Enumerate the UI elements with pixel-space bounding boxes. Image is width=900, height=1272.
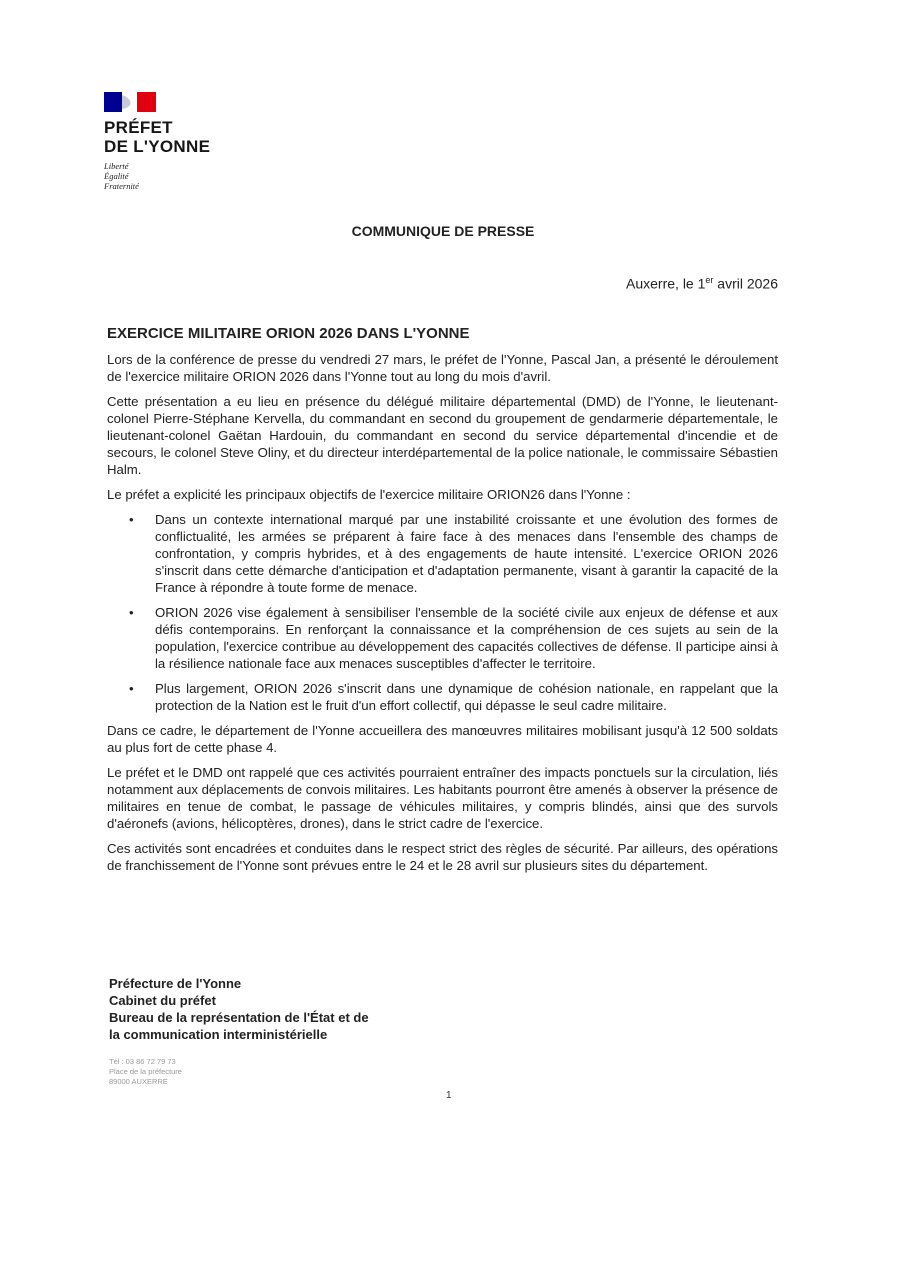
prefet-title bbox=[104, 118, 210, 156]
document-type-title: COMMUNIQUE DE PRESSE bbox=[351, 223, 535, 239]
marianne-flag-icon bbox=[104, 92, 156, 112]
bullet-icon: • bbox=[129, 681, 134, 696]
address-line: 89000 AUXERRE bbox=[109, 1077, 168, 1086]
page-number: 1 bbox=[446, 1090, 452, 1101]
prefet-title-line1: PRÉFET bbox=[104, 118, 173, 137]
phone-number: Tél : 03 86 72 79 73 bbox=[109, 1057, 176, 1066]
list-item bbox=[107, 511, 778, 596]
date-rest: avril 2026 bbox=[713, 275, 778, 292]
bullet-icon: • bbox=[129, 512, 134, 527]
paragraph: Dans ce cadre, le département de l'Yonne accueillera des manœuvres militaires mobilisant jusqu'à 12 500 soldats au plus fort de cette phase 4. bbox=[107, 723, 778, 755]
list-item bbox=[107, 604, 778, 672]
paragraph: Le préfet a explicité les principaux objectifs de l'exercice militaire ORION26 dans l'Yonne : bbox=[107, 487, 631, 502]
list-item bbox=[107, 680, 778, 714]
list-item-text: Dans un contexte international marqué par une instabilité croissante et une évolution des formes de conflictualité, les armées se préparent à faire face à des menaces dans l'ensemble des champs de confrontation, y compris hybrides, et à des engagements de haute intensité. L'exercice ORION 2026 s'inscrit dans cette démarche d'anticipation et d'adaptation permanente, visant à garantir la capacité de la France à répondre à toute forme de menace. bbox=[155, 512, 778, 595]
objectives-list bbox=[107, 511, 778, 714]
prefet-title-line2: DE L'YONNE bbox=[104, 137, 211, 156]
contact-address bbox=[109, 1057, 182, 1087]
signature-line: Préfecture de l'Yonne bbox=[109, 976, 242, 991]
prefecture-logo bbox=[104, 92, 210, 191]
press-release-body bbox=[107, 324, 778, 882]
date-ordinal: er bbox=[705, 275, 714, 285]
list-item-text: Plus largement, ORION 2026 s'inscrit dans une dynamique de cohésion nationale, en rappelant que la protection de la Nation est le fruit d'un effort collectif, qui dépasse le seul cadre militaire. bbox=[155, 681, 778, 713]
headline: EXERCICE MILITAIRE ORION 2026 DANS L'YONNE bbox=[107, 325, 470, 342]
motto-liberte: Liberté bbox=[104, 161, 129, 171]
address-line: Place de la préfecture bbox=[109, 1067, 182, 1076]
paragraph: Cette présentation a eu lieu en présence du délégué militaire départemental (DMD) de l'Yonne, le lieutenant-colonel Pierre-Stéphane Kervella, du commandant en second du groupement de gendarmerie départementale, le lieutenant-colonel Gaëtan Hardouin, du commandant en second du service départemental d'incendie et de secours, le colonel Steve Oliny, et du directeur interdépartemental de la police nationale, le commissaire Sébastien Halm. bbox=[107, 394, 778, 477]
paragraph: Ces activités sont encadrées et conduites dans le respect strict des règles de sécurité. Par ailleurs, des opérations de franchissement de l'Yonne sont prévues entre le 24 et le 28 avril sur plusieurs sites du département. bbox=[107, 841, 778, 873]
republic-motto bbox=[104, 161, 210, 191]
signature-line: la communication interministérielle bbox=[109, 1027, 328, 1042]
date-line bbox=[626, 275, 778, 292]
motto-egalite: Égalité bbox=[104, 171, 129, 181]
signature-block bbox=[109, 975, 369, 1043]
list-item-text: ORION 2026 vise également à sensibiliser l'ensemble de la société civile aux enjeux de défense et aux défis contemporains. En renforçant la connaissance et la compréhension de ces sujets au sein de la population, l'exercice contribue au développement des capacités collectives de défense. Il participe ainsi à la résilience nationale face aux menaces susceptibles d'affecter le territoire. bbox=[155, 605, 778, 671]
signature-line: Bureau de la représentation de l'État et de bbox=[109, 1010, 369, 1025]
motto-fraternite: Fraternité bbox=[104, 181, 139, 191]
paragraph: Le préfet et le DMD ont rappelé que ces activités pourraient entraîner des impacts ponctuels sur la circulation, liés notamment aux déplacements de convois militaires. Les habitants pourront être amenés à observer la présence de militaires en tenue de combat, le passage de véhicules militaires, y compris blindés, ainsi que des survols d'aéronefs (avions, hélicoptères, drones), dans le strict cadre de l'exercice. bbox=[107, 765, 778, 831]
date-prefix: Auxerre, le 1 bbox=[626, 275, 706, 292]
paragraph: Lors de la conférence de presse du vendredi 27 mars, le préfet de l'Yonne, Pascal Jan, a présenté le déroulement de l'exercice militaire ORION 2026 dans l'Yonne tout au long du mois d'avril. bbox=[107, 352, 778, 384]
bullet-icon: • bbox=[129, 605, 134, 620]
signature-line: Cabinet du préfet bbox=[109, 993, 216, 1008]
